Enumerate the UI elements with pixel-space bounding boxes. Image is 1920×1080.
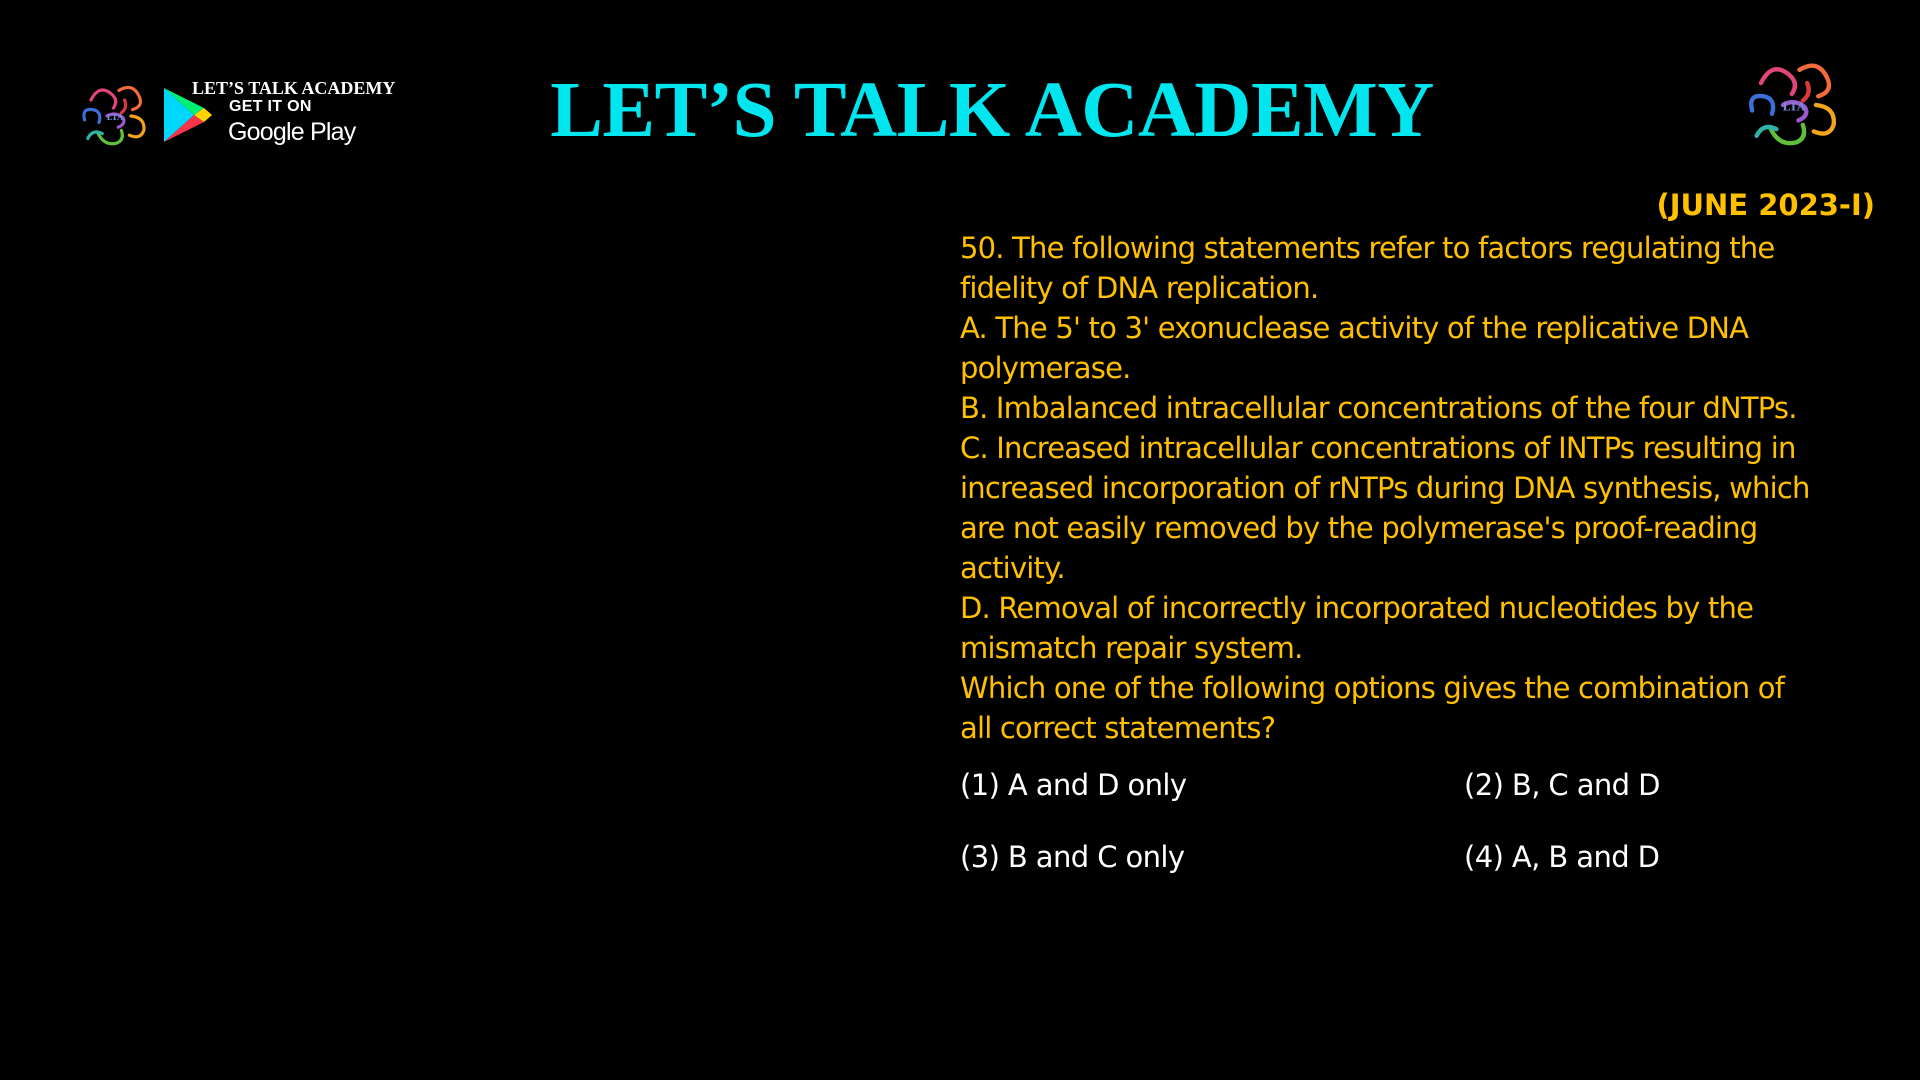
svg-text:LTA: LTA: [106, 112, 124, 122]
exam-session-label: (JUNE 2023-I): [1656, 188, 1875, 222]
statement-c-line: activity.: [960, 551, 1065, 585]
question-text: [960, 228, 1880, 748]
option-3: (3) B and C only: [960, 840, 1185, 874]
question-line: 50. The following statements refer to factors regulating the: [960, 231, 1775, 265]
statement-d-line: mismatch repair system.: [960, 631, 1303, 665]
question-line: fidelity of DNA replication.: [960, 271, 1319, 305]
svg-text:LTA: LTA: [1782, 100, 1806, 114]
prompt-line: all correct statements?: [960, 711, 1276, 745]
statement-a-line: polymerase.: [960, 351, 1131, 385]
statement-d-line: D. Removal of incorrectly incorporated nucleotides by the: [960, 591, 1754, 625]
store-prefix-text: GET IT ON: [229, 98, 312, 115]
statement-b-line: B. Imbalanced intracellular concentrations of the four dNTPs.: [960, 391, 1797, 425]
statement-c-line: are not easily removed by the polymerase's proof-reading: [960, 511, 1758, 545]
statement-a-line: A. The 5' to 3' exonuclease activity of the replicative DNA: [960, 311, 1749, 345]
option-4: (4) A, B and D: [1464, 840, 1660, 874]
statement-c-line: C. Increased intracellular concentrations of INTPs resulting in: [960, 431, 1796, 465]
option-1: (1) A and D only: [960, 768, 1187, 802]
prompt-line: Which one of the following options gives the combination of: [960, 671, 1785, 705]
option-2: (2) B, C and D: [1464, 768, 1660, 802]
statement-c-line: increased incorporation of rNTPs during DNA synthesis, which: [960, 471, 1810, 505]
academy-logo-right-icon: [1738, 50, 1850, 160]
brand-small-text: LET’S TALK ACADEMY: [192, 78, 396, 98]
store-name-text: Google Play: [228, 118, 356, 146]
page-title: LET’S TALK ACADEMY: [550, 67, 1434, 154]
